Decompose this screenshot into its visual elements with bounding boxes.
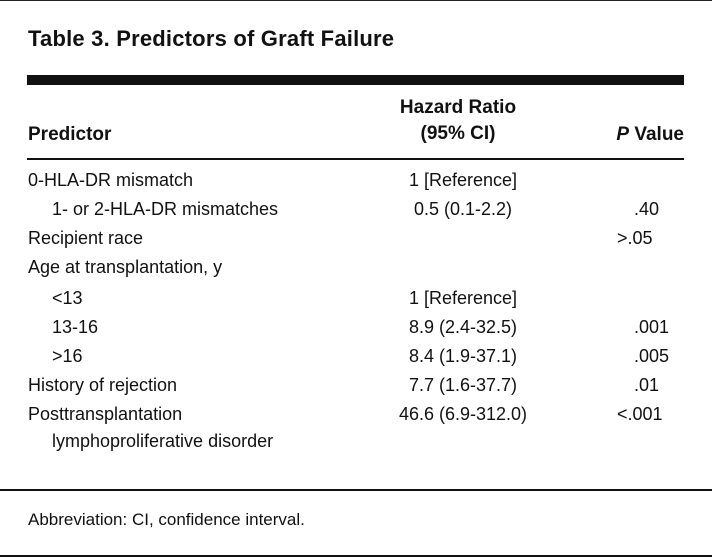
cell-p-value: .001 [634, 317, 670, 337]
header-rule [27, 75, 684, 85]
cell-p-value: >.05 [617, 228, 653, 248]
cell-predictor: >16 [52, 346, 83, 366]
cell-predictor: Age at transplantation, y [28, 257, 223, 277]
table-row [0, 427, 712, 456]
cell-hazard-ratio: 7.7 (1.6-37.7) [408, 375, 518, 395]
cell-predictor: 0-HLA-DR mismatch [28, 170, 194, 190]
table-row [0, 342, 712, 371]
cell-predictor: History of rejection [28, 375, 178, 395]
table-row [0, 400, 712, 429]
cell-predictor: 1- or 2-HLA-DR mismatches [52, 199, 279, 219]
top-border [0, 0, 712, 1]
header-bottom-rule [27, 158, 684, 160]
p-value-rest: Value [629, 124, 684, 145]
column-header-p-value [584, 122, 684, 148]
cell-predictor: Recipient race [28, 228, 144, 248]
table-row [0, 224, 712, 253]
cell-p-value: .01 [634, 375, 660, 395]
cell-p-value: .005 [634, 346, 670, 366]
cell-p-value: .40 [634, 199, 660, 219]
column-header-hazard-ratio [388, 95, 528, 147]
cell-predictor: 13-16 [52, 317, 99, 337]
table-row [0, 313, 712, 342]
table-title: Table 3. Predictors of Graft Failure [28, 26, 395, 51]
cell-predictor: <13 [52, 288, 83, 308]
cell-hazard-ratio: 1 [Reference] [408, 170, 518, 190]
cell-hazard-ratio: 1 [Reference] [408, 288, 518, 308]
p-italic: P [616, 124, 630, 145]
column-header-hazard-ratio-line1: Hazard Ratio [399, 97, 517, 118]
cell-hazard-ratio: 8.9 (2.4-32.5) [408, 317, 518, 337]
table-bottom-rule [0, 489, 712, 491]
column-header-predictor: Predictor [28, 124, 112, 145]
table-row [0, 284, 712, 313]
cell-hazard-ratio: 0.5 (0.1-2.2) [413, 199, 513, 219]
cell-hazard-ratio: 46.6 (6.9-312.0) [398, 404, 528, 424]
column-header-hazard-ratio-line2: (95% CI) [420, 123, 496, 144]
table-row [0, 195, 712, 224]
table-row [0, 253, 712, 282]
table-row [0, 166, 712, 195]
cell-p-value: <.001 [617, 404, 663, 424]
table-footnote: Abbreviation: CI, confidence interval. [28, 510, 305, 529]
table-row [0, 371, 712, 400]
cell-predictor: lymphoproliferative disorder [52, 431, 274, 451]
cell-predictor: Posttransplantation [28, 404, 183, 424]
cell-hazard-ratio: 8.4 (1.9-37.1) [408, 346, 518, 366]
